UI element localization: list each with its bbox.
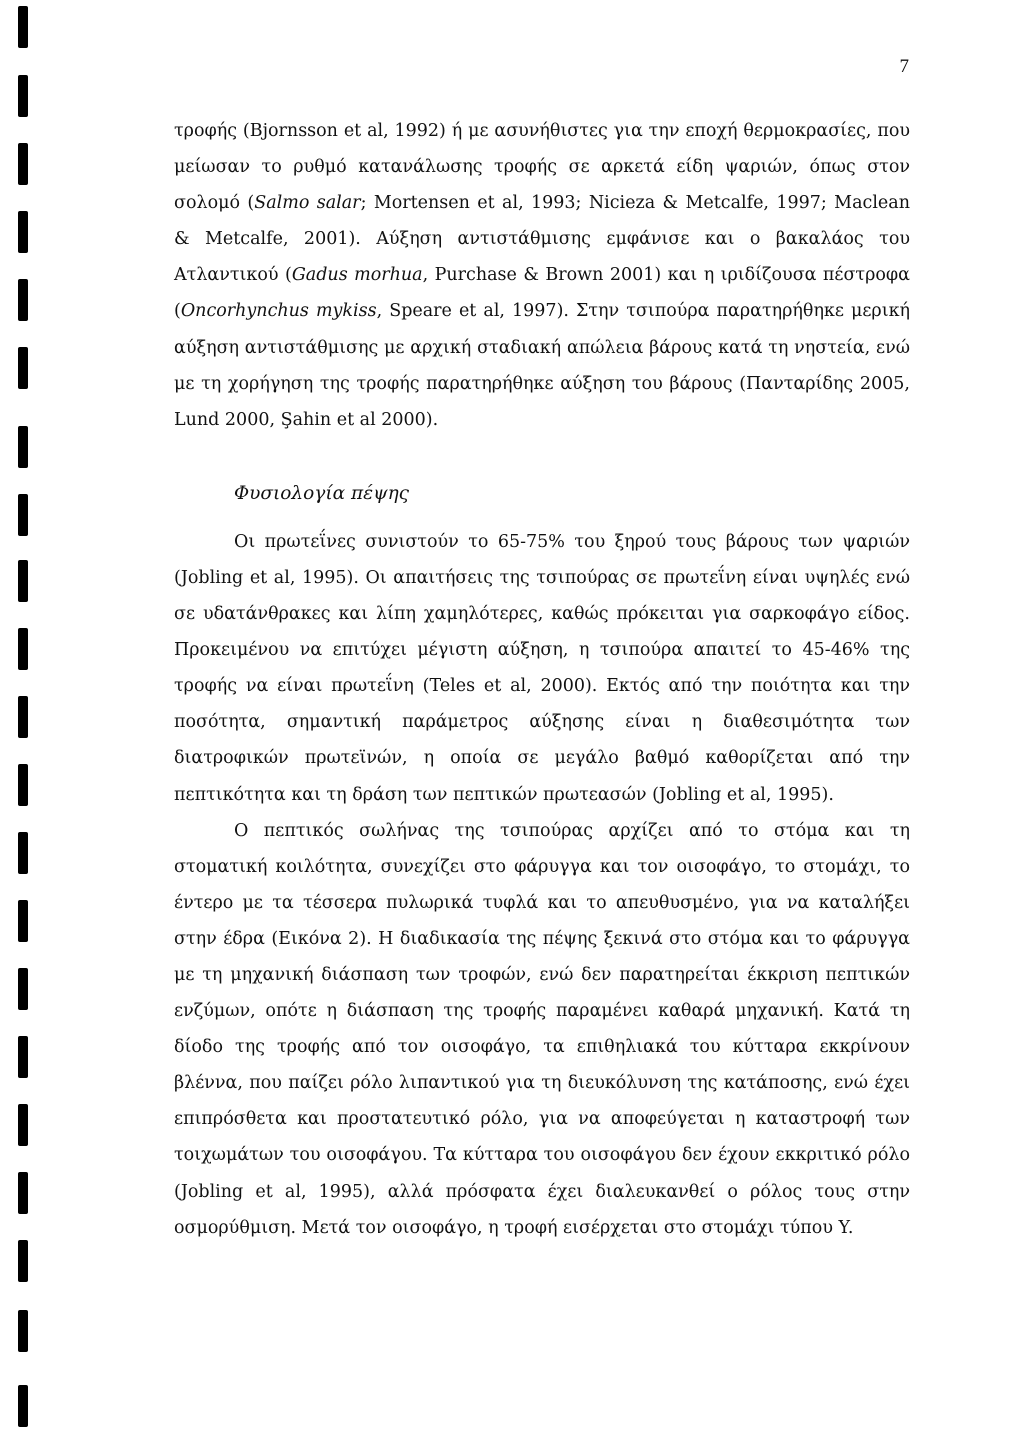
document-body [174,113,910,1246]
paragraph-text: τροφής (Bjornsson et al, 1992) ή με ασυνήθιστες για την εποχή θερμοκρασίες, που μείωσαν το ρυθμό κατανάλωσης τροφής σε αρκετά είδη ψαριών, όπως στον σολομό ( [174,121,910,214]
binding-hole [18,347,28,389]
binding-hole [18,1104,28,1146]
binding-hole [18,968,28,1010]
binding-hole [18,560,28,602]
binding-hole [18,75,28,117]
paragraph-text: , Purchase & Brown 2001) και η ιριδίζουσα πέστροφα ( [174,265,911,322]
paragraph-digestive-tract: Ο πεπτικός σωλήνας της τσιπούρας αρχίζει από το στόμα και τη στοματική κοιλότητα, συνεχίζει στο φάρυγγα και τον οισοφάγο, το στομάχι, το έντερο με τα τέσσερα πυλωρικά τυφλά και το απευθυσμένο, για να καταλήξει στην έδρα (Εικόνα 2). Η διαδικασία της πέψης ξεκινά στο στόμα και το φάρυγγα με τη μηχανική διάσπαση των τροφών, ενώ δεν παρατηρείται έκκριση πεπτικών ενζύμων, οπότε η διάσπαση της τροφής παραμένει καθαρά μηχανική. Κατά τη δίοδο της τροφής από τον οισοφάγο, τα επιθηλιακά του κύτταρα εκκρίνουν βλέννα, που παίζει ρόλο λιπαντικού για τη διευκόλυνση της κατάποσης, ενώ έχει επιπρόσθετα και προστατευτικό ρόλο, για να αποφεύγεται η καταστροφή των τοιχωμάτων του οισοφάγου. Τα κύτταρα του οισοφάγου δεν έχουν εκκριτικό ρόλο (Jobling et al, 1995), αλλά πρόσφατα έχει διαλευκανθεί ο ρόλος τους στην οσμορύθμιση. Μετά τον οισοφάγο, η τροφή εισέρχεται στο στομάχι τύπου Y. [174,820,910,1238]
binding-hole [18,494,28,536]
binding-hole [18,279,28,321]
species-name: Salmo salar [254,193,361,214]
binding-hole [18,1310,28,1352]
binding-hole [18,900,28,942]
binding-hole [18,1240,28,1282]
binding-hole [18,1036,28,1078]
binding-hole [18,6,28,48]
binding-holes [0,0,36,1448]
paragraph-text: , Speare et al, 1997). Στην τσιπούρα παρατηρήθηκε μερική αύξηση αντιστάθμισης με αρχική σταδιακή απώλεια βάρους κατά τη νηστεία, ενώ με τη χορήγηση της τροφής παρατηρήθηκε αύξηση του βάρους (Πανταρίδης 2005, Lund 2000, Şahin et al 2000). [174,301,910,430]
species-name: Gadus morhua [291,265,423,286]
binding-hole [18,143,28,185]
binding-hole [18,1172,28,1214]
page-number: 7 [899,56,909,77]
binding-hole [18,1385,28,1427]
section-heading: Φυσιολογία πέψης [234,482,410,504]
paragraph-proteins: Οι πρωτεΐνες συνιστούν το 65-75% του ξηρού τους βάρους των ψαριών (Jobling et al, 1995). Οι απαιτήσεις της τσιπούρας σε πρωτεΐνη είναι υψηλές ενώ σε υδατάνθρακες και λίπη χαμηλότερες, καθώς πρόκειται για σαρκοφάγο είδος. Προκειμένου να επιτύχει μέγιστη αύξηση, η τσιπούρα απαιτεί το 45-46% της τροφής να είναι πρωτεΐνη (Teles et al, 2000). Εκτός από την ποιότητα και την ποσότητα, σημαντική παράμετρος αύξησης είναι η διαθεσιμότητα των διατροφικών πρωτεϊνών, η οποία σε μεγάλο βαθμό καθορίζεται από την πεπτικότητα και τη δράση των πεπτικών πρωτεασών (Jobling et al, 1995). [174,531,910,805]
binding-hole [18,628,28,670]
binding-hole [18,832,28,874]
binding-hole [18,764,28,806]
paragraph-intro [174,113,910,438]
binding-hole [18,426,28,468]
species-name: Oncorhynchus mykiss [180,301,377,322]
binding-hole [18,696,28,738]
paragraph-text: ; Mortensen et al, 1993; Nicieza & Metcalfe, 1997; Maclean & Metcalfe, 2001). Αύξηση αντιστάθμισης εμφάνισε και ο βακαλάος του Ατλαντικού ( [174,193,910,286]
binding-hole [18,211,28,253]
